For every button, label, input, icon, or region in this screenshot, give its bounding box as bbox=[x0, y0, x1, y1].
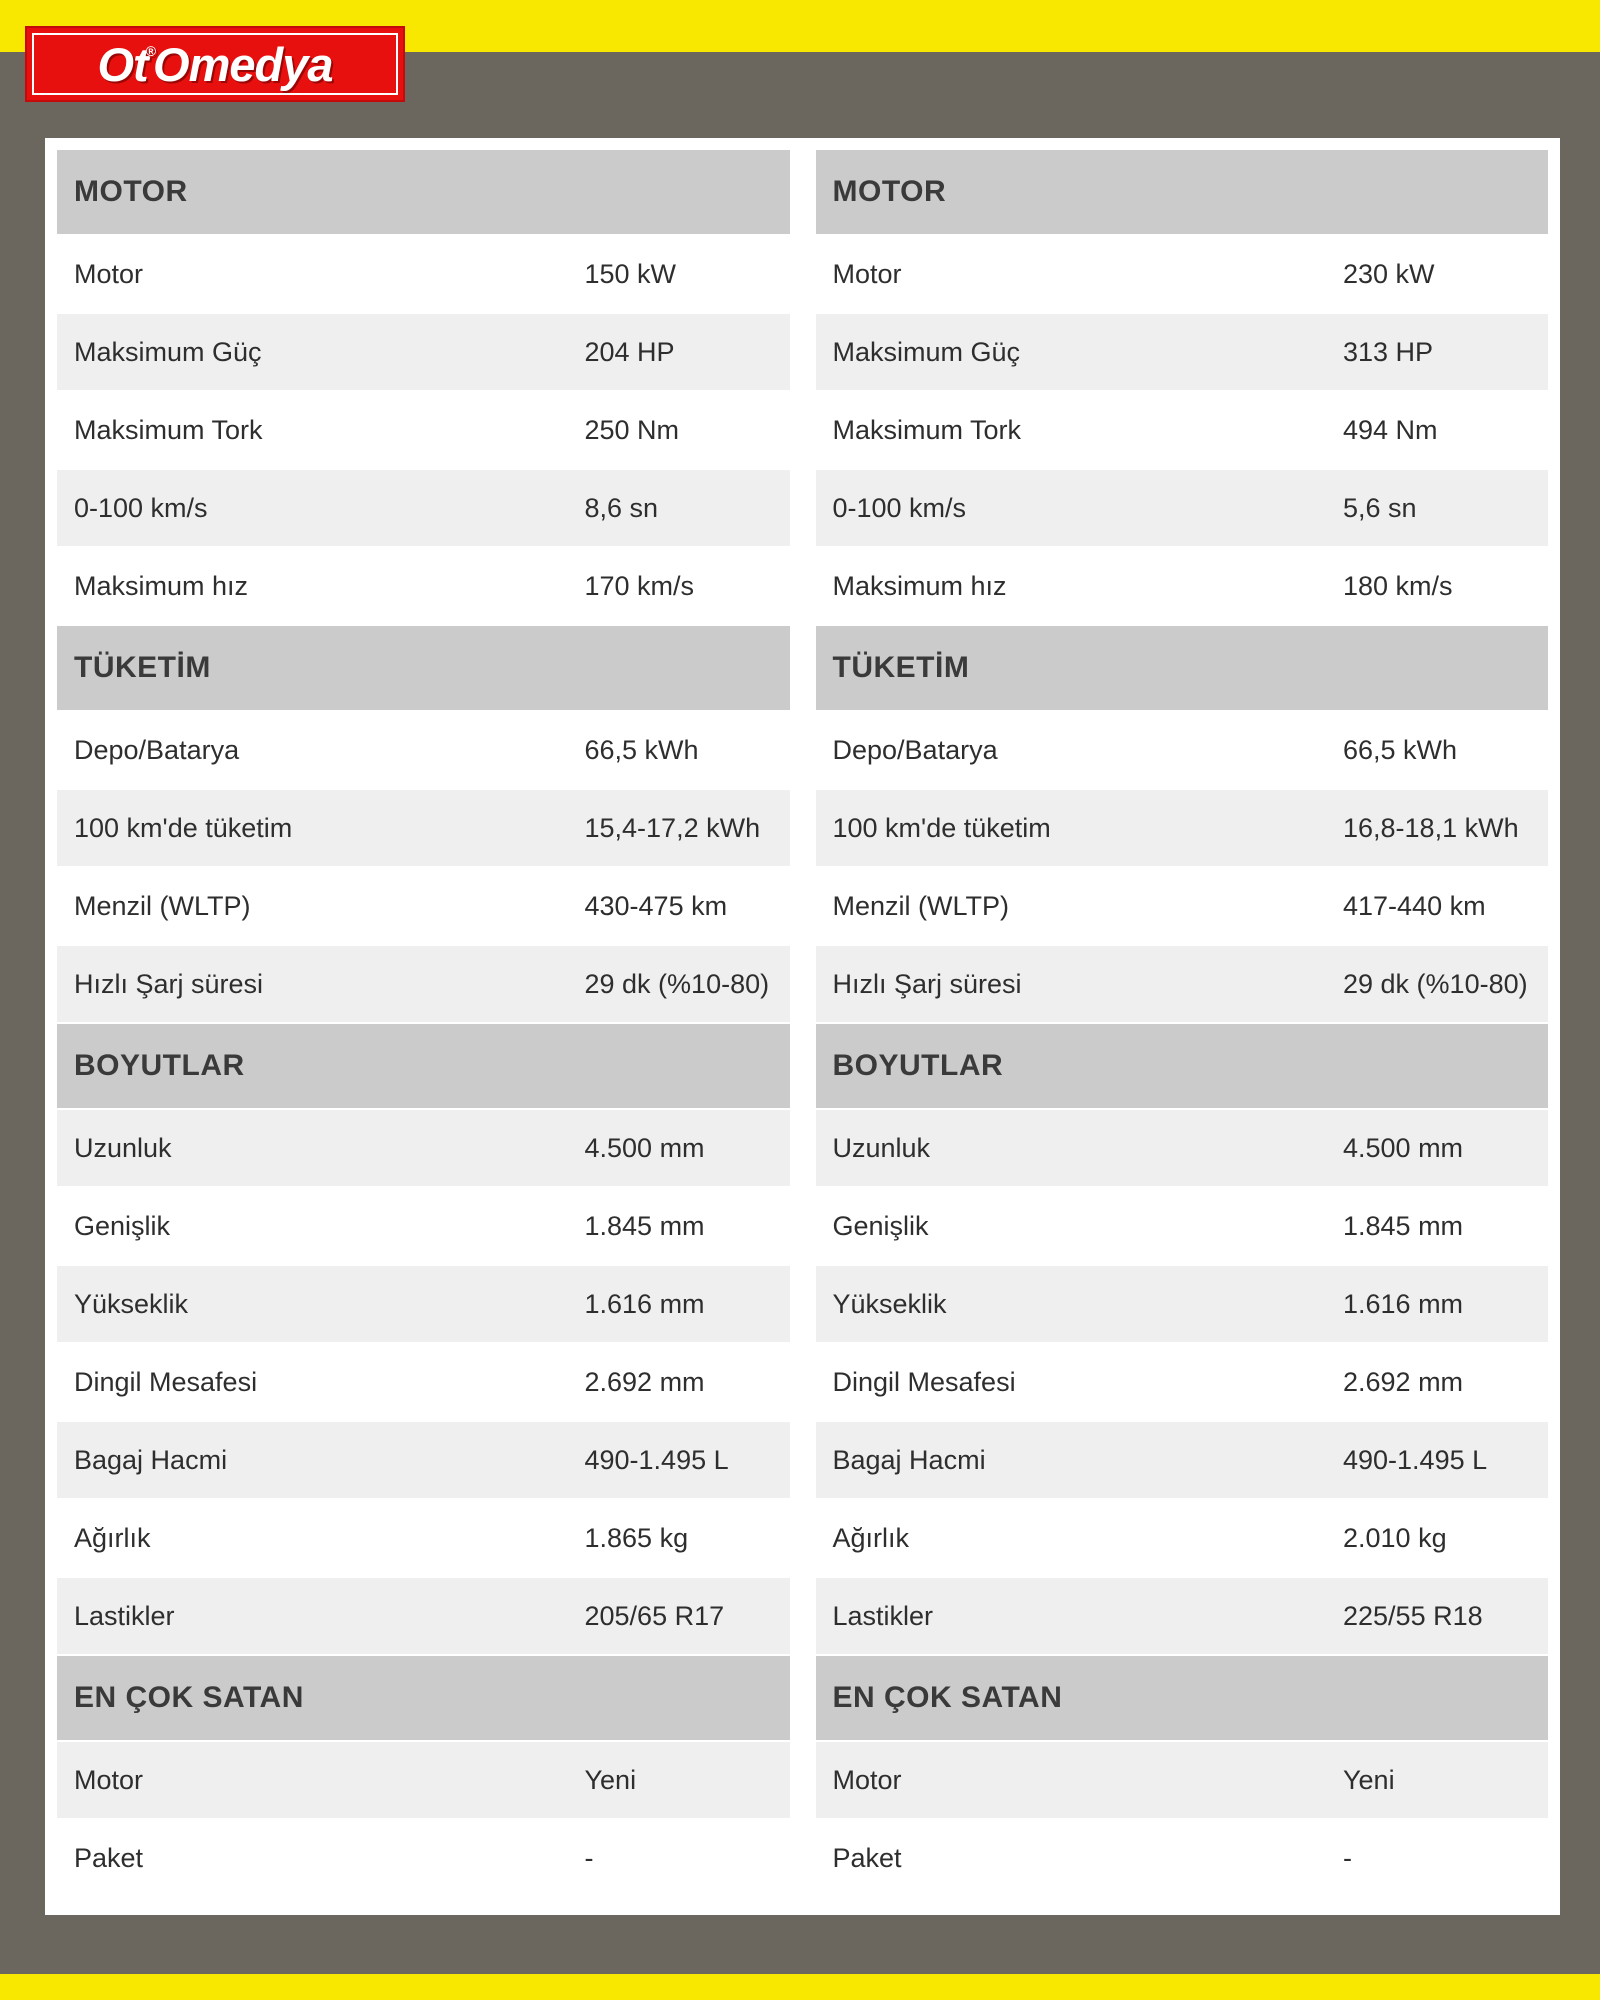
section-header: TÜKETİM bbox=[57, 626, 790, 712]
spec-label: 0-100 km/s bbox=[832, 492, 967, 523]
spec-row bbox=[816, 1344, 1549, 1422]
spec-value: 2.692 mm bbox=[1343, 1366, 1464, 1397]
spec-row bbox=[57, 470, 790, 548]
spec-row bbox=[57, 868, 790, 946]
spec-value: 8,6 sn bbox=[584, 492, 659, 523]
spec-label: Maksimum Tork bbox=[74, 414, 263, 445]
spec-value: 1.845 mm bbox=[584, 1210, 705, 1241]
spec-value: - bbox=[584, 1842, 594, 1873]
spec-row bbox=[57, 1266, 790, 1344]
spec-row bbox=[57, 1742, 790, 1820]
spec-value: 66,5 kWh bbox=[584, 734, 699, 765]
spec-value: 2.010 kg bbox=[1343, 1522, 1447, 1553]
spec-row bbox=[816, 236, 1549, 314]
spec-label: Depo/Batarya bbox=[74, 734, 240, 765]
spec-row bbox=[57, 314, 790, 392]
section-header: EN ÇOK SATAN bbox=[816, 1656, 1549, 1742]
spec-label: Ağırlık bbox=[74, 1522, 151, 1553]
spec-label: Maksimum Güç bbox=[832, 336, 1021, 367]
spec-value: 1.616 mm bbox=[1343, 1288, 1464, 1319]
spec-row bbox=[816, 1188, 1549, 1266]
spec-row bbox=[816, 1578, 1549, 1656]
spec-row bbox=[57, 946, 790, 1024]
spec-label: Maksimum hız bbox=[832, 570, 1007, 601]
section-header: TÜKETİM bbox=[816, 626, 1549, 712]
spec-value: 66,5 kWh bbox=[1343, 734, 1458, 765]
spec-row bbox=[57, 790, 790, 868]
spec-label: Depo/Batarya bbox=[832, 734, 998, 765]
spec-row bbox=[816, 1500, 1549, 1578]
spec-row bbox=[57, 712, 790, 790]
spec-label: Lastikler bbox=[74, 1600, 175, 1631]
spec-value: 2.692 mm bbox=[584, 1366, 705, 1397]
spec-label: Motor bbox=[74, 1764, 144, 1795]
spec-value: 230 kW bbox=[1343, 258, 1435, 289]
spec-row bbox=[816, 1742, 1549, 1820]
spec-row bbox=[57, 1422, 790, 1500]
spec-label: 100 km'de tüketim bbox=[74, 812, 293, 843]
logo-text bbox=[97, 37, 333, 91]
spec-row bbox=[57, 1188, 790, 1266]
spec-label: Yükseklik bbox=[74, 1288, 189, 1319]
spec-label: Dingil Mesafesi bbox=[74, 1366, 258, 1397]
spec-label: Paket bbox=[74, 1842, 144, 1873]
spec-value: Yeni bbox=[584, 1764, 637, 1795]
spec-value: Yeni bbox=[1343, 1764, 1395, 1795]
section-header: MOTOR bbox=[816, 150, 1549, 236]
spec-label: Uzunluk bbox=[832, 1132, 931, 1163]
spec-row bbox=[57, 1578, 790, 1656]
spec-value: 225/55 R18 bbox=[1343, 1600, 1483, 1631]
spec-value: 494 Nm bbox=[1343, 414, 1438, 445]
spec-label: Dingil Mesafesi bbox=[832, 1366, 1016, 1397]
section-header: EN ÇOK SATAN bbox=[57, 1656, 790, 1742]
spec-row bbox=[816, 548, 1549, 626]
spec-value: - bbox=[1343, 1842, 1352, 1873]
spec-row bbox=[816, 790, 1549, 868]
spec-value: 490-1.495 L bbox=[1343, 1444, 1488, 1475]
spec-row bbox=[816, 712, 1549, 790]
spec-row bbox=[57, 1500, 790, 1578]
spec-label: Menzil (WLTP) bbox=[832, 890, 1010, 921]
spec-label: 0-100 km/s bbox=[74, 492, 208, 523]
spec-table-left bbox=[57, 150, 790, 1903]
spec-row bbox=[816, 1266, 1549, 1344]
spec-label: Motor bbox=[832, 258, 902, 289]
spec-label: Motor bbox=[832, 1764, 902, 1795]
section-header: BOYUTLAR bbox=[57, 1024, 790, 1110]
spec-row bbox=[816, 868, 1549, 946]
logo-text-part2: Omedya bbox=[153, 37, 333, 91]
spec-label: Hızlı Şarj süresi bbox=[74, 968, 264, 999]
spec-label: Bagaj Hacmi bbox=[74, 1444, 228, 1475]
spec-row bbox=[816, 1820, 1549, 1898]
spec-value: 250 Nm bbox=[584, 414, 680, 445]
spec-value: 1.845 mm bbox=[1343, 1210, 1464, 1241]
spec-value: 205/65 R17 bbox=[584, 1600, 725, 1631]
spec-value: 16,8-18,1 kWh bbox=[1343, 812, 1519, 843]
spec-label: Genişlik bbox=[74, 1210, 171, 1241]
spec-table-right bbox=[816, 150, 1549, 1903]
spec-value: 313 HP bbox=[1343, 336, 1434, 367]
spec-label: Bagaj Hacmi bbox=[832, 1444, 986, 1475]
spec-value: 1.865 kg bbox=[584, 1522, 689, 1553]
spec-label: Lastikler bbox=[832, 1600, 934, 1631]
spec-value: 29 dk (%10-80) bbox=[1343, 968, 1528, 999]
spec-row bbox=[816, 314, 1549, 392]
spec-value: 490-1.495 L bbox=[584, 1444, 729, 1475]
spec-label: Maksimum Tork bbox=[832, 414, 1022, 445]
spec-label: Maksimum hız bbox=[74, 570, 249, 601]
spec-label: Ağırlık bbox=[832, 1522, 910, 1553]
spec-value: 4.500 mm bbox=[584, 1132, 705, 1163]
spec-row bbox=[57, 1110, 790, 1188]
logo-text-part1: Ot bbox=[97, 37, 148, 91]
spec-value: 417-440 km bbox=[1343, 890, 1486, 921]
spec-label: Hızlı Şarj süresi bbox=[832, 968, 1022, 999]
spec-row bbox=[57, 1820, 790, 1898]
spec-label: Motor bbox=[74, 258, 144, 289]
spec-row bbox=[57, 548, 790, 626]
spec-value: 204 HP bbox=[584, 336, 675, 367]
spec-label: Uzunluk bbox=[74, 1132, 172, 1163]
spec-row bbox=[57, 392, 790, 470]
spec-label: 100 km'de tüketim bbox=[832, 812, 1051, 843]
spec-row bbox=[57, 1344, 790, 1422]
section-header: BOYUTLAR bbox=[816, 1024, 1549, 1110]
spec-row bbox=[816, 392, 1549, 470]
bottom-accent-bar bbox=[0, 1974, 1600, 2000]
spec-value: 150 kW bbox=[584, 258, 677, 289]
spec-value: 15,4-17,2 kWh bbox=[584, 812, 761, 843]
spec-value: 180 km/s bbox=[1343, 570, 1453, 601]
registered-trademark-icon: ® bbox=[145, 42, 156, 59]
spec-value: 5,6 sn bbox=[1343, 492, 1417, 523]
spec-value: 29 dk (%10-80) bbox=[584, 968, 770, 999]
spec-row bbox=[816, 946, 1549, 1024]
spec-label: Paket bbox=[832, 1842, 902, 1873]
section-header: MOTOR bbox=[57, 150, 790, 236]
spec-value: 1.616 mm bbox=[584, 1288, 705, 1319]
spec-label: Menzil (WLTP) bbox=[74, 890, 251, 921]
spec-value: 4.500 mm bbox=[1343, 1132, 1464, 1163]
spec-label: Maksimum Güç bbox=[74, 336, 262, 367]
spec-value: 170 km/s bbox=[584, 570, 695, 601]
spec-row bbox=[816, 1422, 1549, 1500]
spec-row bbox=[57, 236, 790, 314]
spec-panel bbox=[45, 138, 1560, 1915]
spec-row bbox=[816, 1110, 1549, 1188]
spec-label: Genişlik bbox=[832, 1210, 929, 1241]
spec-label: Yükseklik bbox=[832, 1288, 947, 1319]
brand-logo bbox=[25, 26, 405, 102]
spec-row bbox=[816, 470, 1549, 548]
spec-value: 430-475 km bbox=[584, 890, 728, 921]
